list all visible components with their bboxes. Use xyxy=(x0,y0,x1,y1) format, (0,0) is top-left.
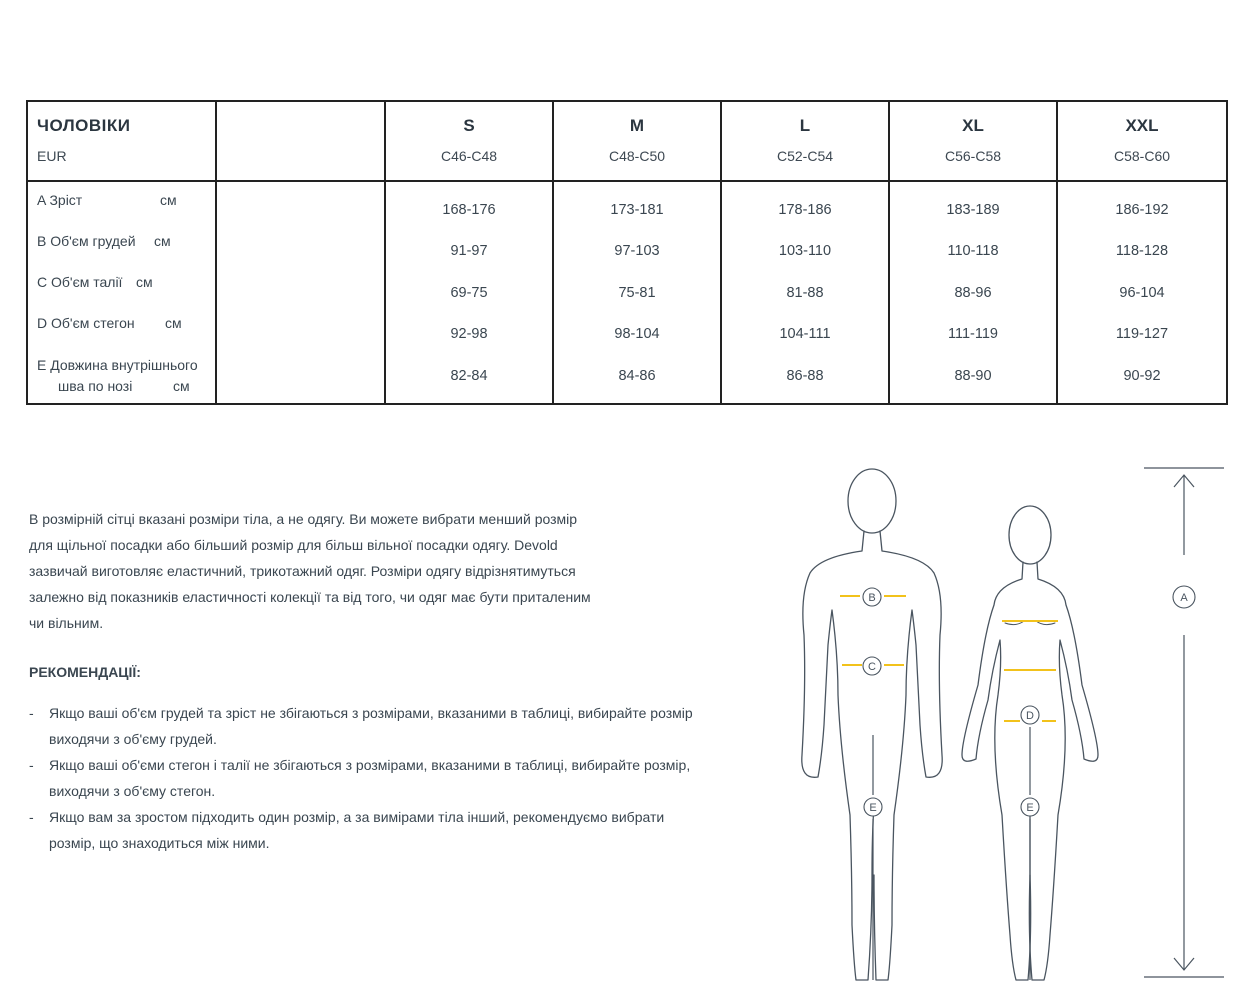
table-cell: 90-92 xyxy=(1123,368,1161,384)
size-header-l xyxy=(721,101,889,181)
size-values-xxl xyxy=(1057,181,1227,404)
table-cell: 168-176 xyxy=(442,202,496,218)
table-cell: 183-189 xyxy=(946,202,1000,218)
inseam-lines xyxy=(873,727,1030,980)
size-eur: C56-C58 xyxy=(944,148,1002,164)
table-cell: 178-186 xyxy=(778,202,832,218)
size-label: XXL xyxy=(1125,116,1159,135)
table-cell: 92-98 xyxy=(450,326,488,342)
table-cell: 88-96 xyxy=(954,285,992,301)
size-table xyxy=(26,100,1228,405)
male-silhouette xyxy=(802,469,942,980)
measurement-label-cont: шва по нозі xyxy=(58,378,133,394)
marker-e: E xyxy=(1026,802,1034,814)
size-label: M xyxy=(629,116,645,135)
size-label: L xyxy=(799,116,811,135)
marker-c: C xyxy=(868,661,876,673)
measurement-label: E Довжина внутрішнього xyxy=(37,357,198,373)
table-cell: 186-192 xyxy=(1115,202,1169,218)
size-header-m xyxy=(553,101,721,181)
measurement-label: D Об'єм стегон xyxy=(37,315,135,331)
measurement-label: A Зріст xyxy=(37,192,83,208)
measurement-unit: см xyxy=(160,192,177,208)
table-title: ЧОЛОВІКИ xyxy=(37,116,131,135)
empty-header-cell xyxy=(216,101,385,181)
table-header-row xyxy=(27,101,1227,181)
size-guide-description xyxy=(29,506,649,636)
marker-d: D xyxy=(1026,710,1034,722)
table-subtitle: EUR xyxy=(37,148,67,164)
size-eur: C46-C48 xyxy=(440,148,498,164)
size-label: S xyxy=(463,116,475,135)
description-line: В розмірній сітці вказані розміри тіла, а не одягу. Ви можете вибрати менший розмір xyxy=(29,511,578,527)
description-line: залежно від показників еластичності колекції та від того, чи одяг має бути приталеним xyxy=(29,589,591,605)
size-values-m xyxy=(553,181,721,404)
table-cell: 96-104 xyxy=(1119,285,1165,301)
size-eur: C48-C50 xyxy=(608,148,666,164)
table-cell: 86-88 xyxy=(786,368,824,384)
list-item xyxy=(29,804,759,856)
table-cell: 110-118 xyxy=(947,243,999,259)
height-arrow xyxy=(1144,468,1224,977)
measurement-label: B Об'єм грудей xyxy=(37,233,136,249)
list-item xyxy=(29,700,759,752)
table-title-cell xyxy=(27,101,216,181)
size-values-l xyxy=(721,181,889,404)
table-cell: 91-97 xyxy=(450,243,488,259)
recommendation-line: виходячи з об'єму грудей. xyxy=(49,731,217,747)
measurement-unit: см xyxy=(165,315,182,331)
table-cell: 69-75 xyxy=(450,285,488,301)
table-cell: 173-181 xyxy=(610,202,664,218)
table-cell: 118-128 xyxy=(1115,243,1169,259)
size-eur: C52-C54 xyxy=(776,148,834,164)
measurement-unit: см xyxy=(154,233,171,249)
recommendation-line: - Якщо вам за зростом підходить один розмір, а за вимірами тіла інший, рекомендуємо вибрати xyxy=(49,809,665,825)
recommendation-line: - Якщо ваші об'єм грудей та зріст не збігаються з розмірами, вказаними в таблиці, вибирайте розмір xyxy=(49,705,693,721)
marker-a: A xyxy=(1180,592,1188,604)
table-cell: 111-119 xyxy=(948,326,998,342)
recommendation-line: - Якщо ваші об'єми стегон і талії не збігаються з розмірами, вказаними в таблиці, вибирайте розмір, xyxy=(49,757,691,773)
recommendations-list xyxy=(29,700,759,856)
size-values-s xyxy=(385,181,553,404)
size-eur: C58-C60 xyxy=(1113,148,1171,164)
description-line: зазвичай виготовляє еластичний, трикотажний одяг. Розміри одягу відрізнятимуться xyxy=(29,563,576,579)
description-line: для щільної посадки або більший розмір для більш вільної посадки одягу. Devold xyxy=(29,537,558,553)
table-cell: 81-88 xyxy=(786,285,824,301)
table-cell: 104-111 xyxy=(779,326,831,342)
measurement-unit: см xyxy=(173,378,190,394)
size-header-xxl xyxy=(1057,101,1227,181)
recommendation-line: виходячи з об'єму стегон. xyxy=(49,783,216,799)
size-header-s xyxy=(385,101,553,181)
table-cell: 75-81 xyxy=(618,285,656,301)
empty-body-cell xyxy=(216,181,385,404)
measurement-labels-cell xyxy=(27,181,216,404)
recommendations-title: РЕКОМЕНДАЦІЇ: xyxy=(29,664,141,680)
table-body-row xyxy=(27,181,1227,404)
table-cell: 84-86 xyxy=(618,368,656,384)
size-values-xl xyxy=(889,181,1057,404)
body-measurement-figure xyxy=(780,455,1250,1000)
table-cell: 88-90 xyxy=(954,368,992,384)
table-cell: 98-104 xyxy=(614,326,660,342)
description-line: чи вільним. xyxy=(29,615,104,631)
table-cell: 103-110 xyxy=(778,243,832,259)
marker-e: E xyxy=(869,802,877,814)
size-header-xl xyxy=(889,101,1057,181)
size-label: XL xyxy=(962,116,984,135)
table-cell: 97-103 xyxy=(614,243,660,259)
marker-b: B xyxy=(868,592,876,604)
list-item xyxy=(29,752,759,804)
measurement-unit: см xyxy=(136,274,153,290)
recommendation-line: розмір, що знаходиться між ними. xyxy=(49,835,270,851)
measurement-label: C Об'єм талії xyxy=(37,274,123,290)
table-cell: 82-84 xyxy=(450,368,488,384)
table-cell: 119-127 xyxy=(1115,326,1169,342)
